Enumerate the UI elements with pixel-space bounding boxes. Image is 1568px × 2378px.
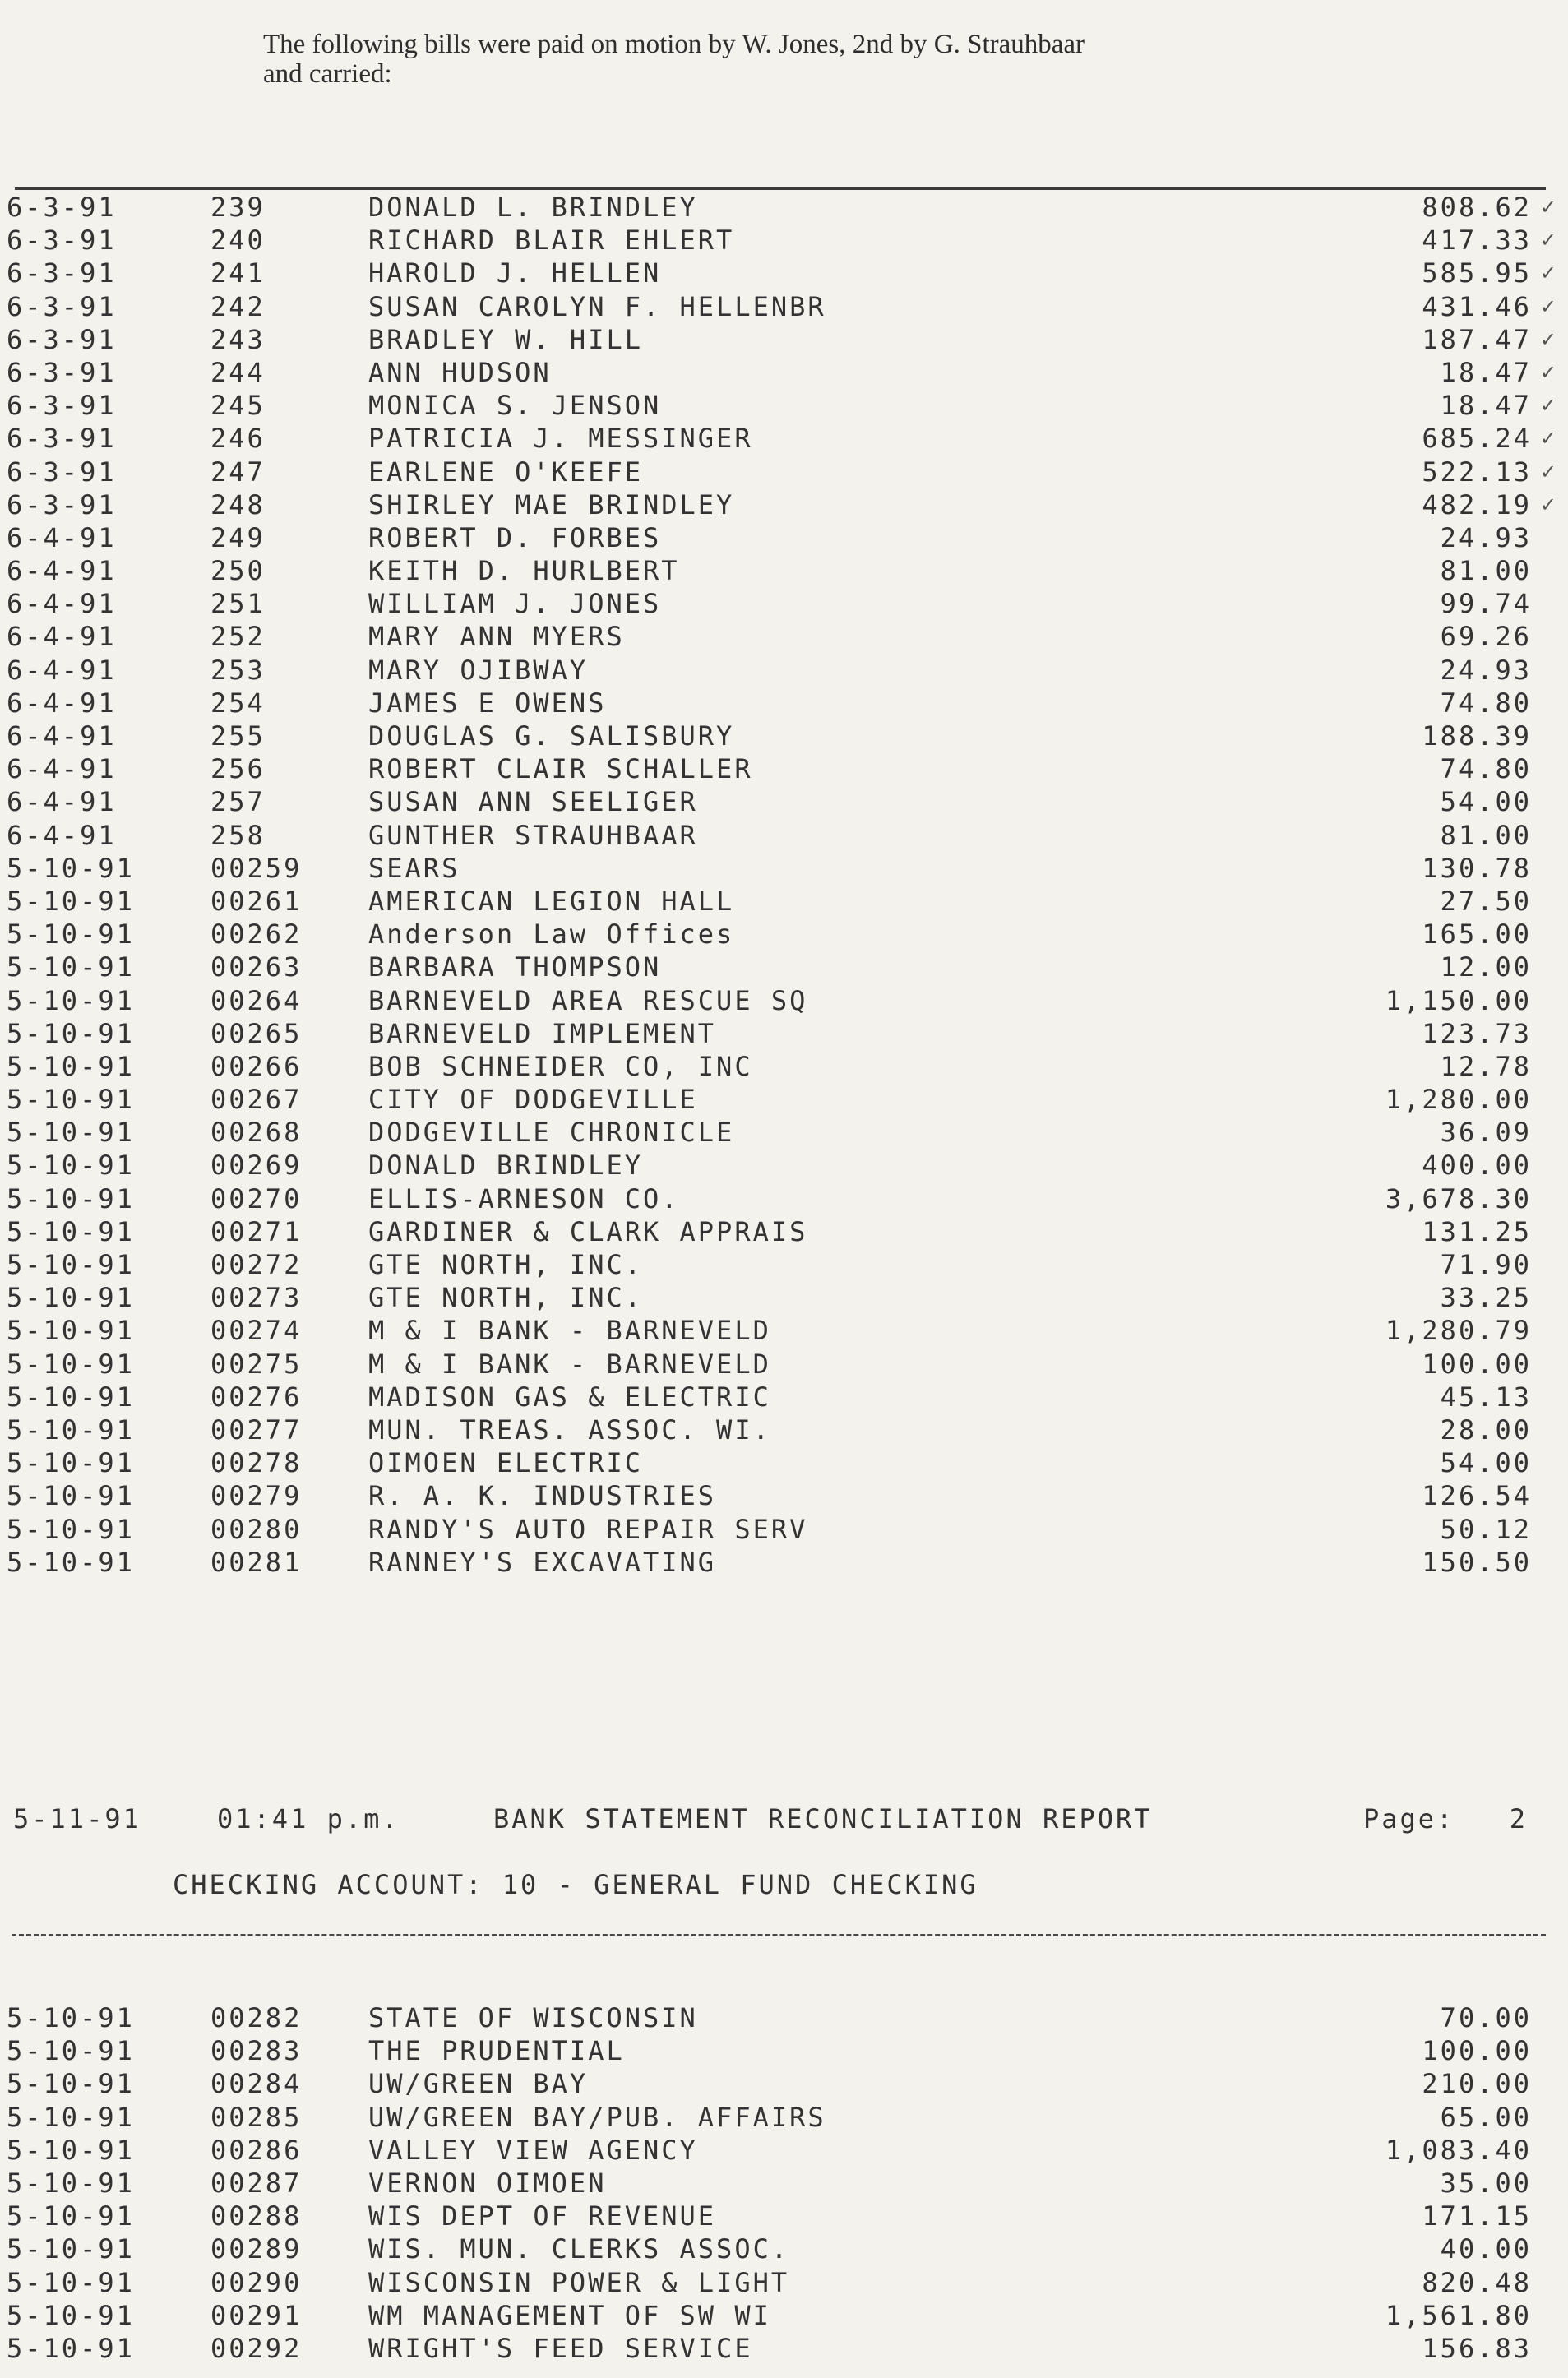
check-number: 258	[210, 819, 266, 851]
payee-name: WM MANAGEMENT OF SW WI	[368, 2299, 771, 2331]
bill-amount: 35.00	[1440, 2167, 1532, 2199]
payee-name: BRADLEY W. HILL	[368, 323, 643, 355]
bill-amount: 123.73	[1422, 1017, 1532, 1049]
payee-name: GUNTHER STRAUHBAAR	[368, 819, 698, 851]
bill-row	[0, 885, 1568, 918]
bill-date: 5-10-91	[7, 2233, 135, 2265]
checkmark-icon: ✓	[1539, 460, 1556, 483]
payee-name: R. A. K. INDUSTRIES	[368, 1480, 717, 1512]
bill-row	[0, 2266, 1568, 2299]
bill-row	[0, 587, 1568, 620]
bill-date: 5-10-91	[7, 2299, 135, 2331]
payee-name: M & I BANK - BARNEVELD	[368, 1348, 771, 1380]
bill-row	[0, 1281, 1568, 1314]
payee-name: DODGEVILLE CHRONICLE	[368, 1117, 735, 1149]
bill-row	[0, 389, 1568, 422]
check-number: 247	[210, 456, 266, 488]
bill-row	[0, 1215, 1568, 1248]
payee-name: BOB SCHNEIDER CO, INC	[368, 1050, 753, 1082]
checkmark-icon: ✓	[1539, 196, 1556, 219]
bill-date: 6-4-91	[7, 786, 117, 818]
bill-amount: 210.00	[1422, 2068, 1532, 2100]
bill-date: 5-10-91	[7, 1249, 135, 1280]
payee-name: MUN. TREAS. ASSOC. WI.	[368, 1413, 771, 1446]
bill-amount: 54.00	[1440, 786, 1532, 818]
check-number: 00288	[210, 2200, 303, 2232]
bill-date: 5-10-91	[7, 918, 135, 951]
check-number: 00268	[210, 1117, 303, 1149]
bill-amount: 400.00	[1422, 1150, 1532, 1182]
bill-date: 5-10-91	[7, 1447, 135, 1479]
bill-row	[0, 1050, 1568, 1083]
bill-amount: 165.00	[1422, 918, 1532, 951]
payee-name: DONALD L. BRINDLEY	[368, 192, 698, 223]
check-number: 00275	[210, 1348, 303, 1380]
payee-name: SUSAN ANN SEELIGER	[368, 786, 698, 818]
bill-date: 5-10-91	[7, 1480, 135, 1512]
bill-row	[0, 1446, 1568, 1479]
payee-name: PATRICIA J. MESSINGER	[368, 423, 753, 455]
bill-amount: 24.93	[1440, 521, 1532, 553]
payee-name: WISCONSIN POWER & LIGHT	[368, 2266, 790, 2298]
intro-line-2: and carried:	[263, 59, 392, 89]
bill-row	[0, 2001, 1568, 2034]
payee-name: RICHARD BLAIR EHLERT	[368, 224, 735, 257]
bill-row	[0, 1083, 1568, 1116]
bill-amount: 156.83	[1422, 2332, 1532, 2364]
bill-row	[0, 1348, 1568, 1381]
check-number: 00276	[210, 1381, 303, 1413]
check-number: 00271	[210, 1215, 303, 1247]
check-number: 00291	[210, 2299, 303, 2331]
bill-date: 6-4-91	[7, 819, 117, 851]
check-number: 00285	[210, 2101, 303, 2133]
checkmark-icon: ✓	[1539, 229, 1556, 252]
check-number: 00283	[210, 2035, 303, 2067]
bill-date: 5-10-91	[7, 2035, 135, 2067]
report-date: 5-11-91	[13, 1803, 141, 1834]
bill-amount: 54.00	[1440, 1447, 1532, 1479]
bill-row	[0, 554, 1568, 587]
bill-row	[0, 356, 1568, 389]
bill-date: 5-10-91	[7, 2068, 135, 2100]
payee-name: DONALD BRINDLEY	[368, 1150, 643, 1182]
check-number: 251	[210, 588, 266, 620]
checkmark-icon: ✓	[1539, 493, 1556, 516]
bill-date: 5-10-91	[7, 1315, 135, 1347]
bill-amount: 171.15	[1422, 2200, 1532, 2232]
check-number: 00282	[210, 2002, 303, 2033]
bill-row	[0, 1149, 1568, 1182]
check-number: 256	[210, 753, 266, 785]
bill-amount: 130.78	[1422, 852, 1532, 884]
bill-row	[0, 819, 1568, 852]
payee-name: HAROLD J. HELLEN	[368, 257, 662, 289]
bill-amount: 1,280.00	[1385, 1084, 1532, 1116]
intro-paragraph	[263, 30, 1513, 89]
payee-name: SHIRLEY MAE BRINDLEY	[368, 488, 735, 520]
bill-row	[0, 2034, 1568, 2067]
bill-row	[0, 257, 1568, 289]
check-number: 00261	[210, 885, 303, 917]
check-number: 00267	[210, 1084, 303, 1116]
check-number: 00269	[210, 1150, 303, 1182]
bill-amount: 45.13	[1440, 1381, 1532, 1413]
check-number: 00277	[210, 1413, 303, 1446]
bill-date: 5-10-91	[7, 2200, 135, 2232]
check-number: 245	[210, 390, 266, 422]
check-number: 252	[210, 621, 266, 653]
bill-date: 5-10-91	[7, 1084, 135, 1116]
bill-amount: 74.80	[1440, 753, 1532, 785]
bill-amount: 522.13	[1422, 456, 1532, 488]
bill-amount: 50.12	[1440, 1513, 1532, 1545]
bill-row	[0, 687, 1568, 719]
bill-amount: 18.47	[1440, 390, 1532, 422]
payee-name: AMERICAN LEGION HALL	[368, 885, 735, 917]
bill-row	[0, 852, 1568, 885]
check-number: 00265	[210, 1017, 303, 1049]
bill-amount: 18.47	[1440, 356, 1532, 388]
bill-row	[0, 785, 1568, 818]
bill-amount: 1,280.79	[1385, 1315, 1532, 1347]
bill-date: 6-3-91	[7, 456, 117, 488]
payee-name: EARLENE O'KEEFE	[368, 456, 643, 488]
report-time: 01:41 p.m.	[217, 1803, 400, 1834]
bill-amount: 12.00	[1440, 951, 1532, 983]
bill-row	[0, 2167, 1568, 2200]
bill-amount: 131.25	[1422, 1215, 1532, 1247]
payee-name: GARDINER & CLARK APPRAIS	[368, 1215, 808, 1247]
bill-date: 5-10-91	[7, 885, 135, 917]
payee-name: WIS. MUN. CLERKS ASSOC.	[368, 2233, 790, 2265]
bill-date: 5-10-91	[7, 2266, 135, 2298]
bill-row	[0, 620, 1568, 653]
payee-name: BARNEVELD IMPLEMENT	[368, 1017, 717, 1049]
bill-amount: 36.09	[1440, 1117, 1532, 1149]
check-number: 00292	[210, 2332, 303, 2364]
bill-amount: 81.00	[1440, 819, 1532, 851]
bill-row	[0, 191, 1568, 224]
bill-date: 6-4-91	[7, 555, 117, 587]
check-number: 253	[210, 654, 266, 686]
payee-name: ROBERT CLAIR SCHALLER	[368, 753, 753, 785]
bill-amount: 74.80	[1440, 687, 1532, 719]
check-number: 249	[210, 521, 266, 553]
payee-name: OIMOEN ELECTRIC	[368, 1447, 643, 1479]
check-number: 254	[210, 687, 266, 719]
bill-amount: 100.00	[1422, 1348, 1532, 1380]
check-number: 244	[210, 356, 266, 388]
payee-name: BARNEVELD AREA RESCUE SQ	[368, 984, 808, 1016]
bill-amount: 70.00	[1440, 2002, 1532, 2033]
bill-row	[0, 1413, 1568, 1446]
bill-date: 5-10-91	[7, 1348, 135, 1380]
bill-row	[0, 2232, 1568, 2265]
payee-name: WRIGHT'S FEED SERVICE	[368, 2332, 753, 2364]
bill-list-part-2	[0, 2001, 1568, 2365]
bill-date: 6-4-91	[7, 521, 117, 553]
bill-amount: 808.62	[1422, 192, 1532, 223]
bill-row	[0, 1314, 1568, 1347]
bill-date: 6-3-91	[7, 192, 117, 223]
payee-name: Anderson Law Offices	[368, 918, 735, 951]
checkmark-icon: ✓	[1539, 261, 1556, 285]
bill-date: 6-3-91	[7, 323, 117, 355]
page-number: 2	[1509, 1803, 1528, 1834]
payee-name: MONICA S. JENSON	[368, 390, 662, 422]
check-number: 250	[210, 555, 266, 587]
payee-name: ROBERT D. FORBES	[368, 521, 662, 553]
bill-amount: 100.00	[1422, 2035, 1532, 2067]
bill-row	[0, 719, 1568, 752]
payee-name: ELLIS-ARNESON CO.	[368, 1182, 680, 1214]
checkmark-icon: ✓	[1539, 327, 1556, 351]
bill-date: 5-10-91	[7, 1381, 135, 1413]
bill-date: 5-10-91	[7, 1117, 135, 1149]
bill-date: 5-10-91	[7, 1182, 135, 1214]
bill-amount: 12.78	[1440, 1050, 1532, 1082]
check-number: 242	[210, 290, 266, 322]
bill-date: 5-10-91	[7, 951, 135, 983]
check-number: 00286	[210, 2134, 303, 2166]
checkmark-icon: ✓	[1539, 294, 1556, 318]
bill-date: 6-3-91	[7, 290, 117, 322]
bill-row	[0, 422, 1568, 455]
bill-amount: 188.39	[1422, 720, 1532, 752]
bill-amount: 3,678.30	[1385, 1182, 1532, 1214]
bill-amount: 99.74	[1440, 588, 1532, 620]
bill-date: 5-10-91	[7, 1050, 135, 1082]
check-number: 239	[210, 192, 266, 223]
payee-name: UW/GREEN BAY	[368, 2068, 589, 2100]
bill-row	[0, 2299, 1568, 2332]
check-number: 255	[210, 720, 266, 752]
check-number: 00264	[210, 984, 303, 1016]
bill-amount: 81.00	[1440, 555, 1532, 587]
check-number: 241	[210, 257, 266, 289]
dashed-separator	[12, 1934, 1546, 1936]
payee-name: UW/GREEN BAY/PUB. AFFAIRS	[368, 2101, 826, 2133]
payee-name: MARY ANN MYERS	[368, 621, 625, 653]
bill-date: 5-10-91	[7, 1546, 135, 1578]
bill-date: 6-3-91	[7, 257, 117, 289]
payee-name: MADISON GAS & ELECTRIC	[368, 1381, 771, 1413]
bill-row	[0, 290, 1568, 323]
bill-amount: 126.54	[1422, 1480, 1532, 1512]
bill-date: 6-4-91	[7, 588, 117, 620]
bill-amount: 585.95	[1422, 257, 1532, 289]
bill-amount: 1,561.80	[1385, 2299, 1532, 2331]
bill-row	[0, 654, 1568, 687]
bill-amount: 482.19	[1422, 488, 1532, 520]
bill-row	[0, 2067, 1568, 2100]
bill-amount: 33.25	[1440, 1282, 1532, 1314]
report-title: BANK STATEMENT RECONCILIATION REPORT	[493, 1803, 1153, 1834]
check-number: 00270	[210, 1182, 303, 1214]
bill-date: 5-10-91	[7, 1413, 135, 1446]
bill-row	[0, 2200, 1568, 2232]
payee-name: GTE NORTH, INC.	[368, 1282, 643, 1314]
bill-date: 6-3-91	[7, 390, 117, 422]
bill-row	[0, 224, 1568, 257]
payee-name: SEARS	[368, 852, 460, 884]
check-number: 00259	[210, 852, 303, 884]
payee-name: RANDY'S AUTO REPAIR SERV	[368, 1513, 808, 1545]
bill-amount: 150.50	[1422, 1546, 1532, 1578]
intro-line-1: The following bills were paid on motion by W. Jones, 2nd by G. Strauhbaar	[263, 30, 1085, 59]
bill-date: 5-10-91	[7, 984, 135, 1016]
bill-date: 5-10-91	[7, 1215, 135, 1247]
bill-row	[0, 1017, 1568, 1050]
bill-amount: 1,150.00	[1385, 984, 1532, 1016]
payee-name: STATE OF WISCONSIN	[368, 2002, 698, 2033]
payee-name: BARBARA THOMPSON	[368, 951, 662, 983]
check-number: 243	[210, 323, 266, 355]
bill-row	[0, 2332, 1568, 2365]
check-number: 00287	[210, 2167, 303, 2199]
checkmark-icon: ✓	[1539, 427, 1556, 451]
payee-name: JAMES E OWENS	[368, 687, 607, 719]
check-number: 00274	[210, 1315, 303, 1347]
bill-amount: 71.90	[1440, 1249, 1532, 1280]
check-number: 00272	[210, 1249, 303, 1280]
check-number: 248	[210, 488, 266, 520]
payee-name: WIS DEPT OF REVENUE	[368, 2200, 717, 2232]
checkmark-icon: ✓	[1539, 360, 1556, 384]
bill-date: 6-4-91	[7, 687, 117, 719]
bill-amount: 417.33	[1422, 224, 1532, 257]
bill-row	[0, 1546, 1568, 1579]
bill-amount: 28.00	[1440, 1413, 1532, 1446]
payee-name: CITY OF DODGEVILLE	[368, 1084, 698, 1116]
bill-amount: 40.00	[1440, 2233, 1532, 2265]
bill-list-part-1	[0, 191, 1568, 1579]
bill-amount: 187.47	[1422, 323, 1532, 355]
check-number: 240	[210, 224, 266, 257]
bill-date: 6-3-91	[7, 423, 117, 455]
bill-date: 5-10-91	[7, 2002, 135, 2033]
bill-row	[0, 521, 1568, 554]
bill-date: 5-10-91	[7, 1513, 135, 1545]
payee-name: M & I BANK - BARNEVELD	[368, 1315, 771, 1347]
payee-name: THE PRUDENTIAL	[368, 2035, 625, 2067]
bill-amount: 69.26	[1440, 621, 1532, 653]
bill-row	[0, 2101, 1568, 2134]
check-number: 00289	[210, 2233, 303, 2265]
bill-date: 5-10-91	[7, 852, 135, 884]
bill-date: 6-4-91	[7, 621, 117, 653]
bill-date: 5-10-91	[7, 2134, 135, 2166]
bill-amount: 685.24	[1422, 423, 1532, 455]
bill-row	[0, 951, 1568, 983]
check-number: 00280	[210, 1513, 303, 1545]
payee-name: WILLIAM J. JONES	[368, 588, 662, 620]
bill-date: 6-4-91	[7, 720, 117, 752]
bill-date: 5-10-91	[7, 1017, 135, 1049]
checkmark-icon: ✓	[1539, 394, 1556, 418]
payee-name: GTE NORTH, INC.	[368, 1249, 643, 1280]
bill-row	[0, 456, 1568, 488]
check-number: 246	[210, 423, 266, 455]
bill-row	[0, 1116, 1568, 1149]
table-top-rule	[15, 187, 1546, 190]
bill-row	[0, 918, 1568, 951]
check-number: 00266	[210, 1050, 303, 1082]
payee-name: RANNEY'S EXCAVATING	[368, 1546, 717, 1578]
bill-row	[0, 752, 1568, 785]
check-number: 257	[210, 786, 266, 818]
bill-row	[0, 323, 1568, 356]
bill-row	[0, 2134, 1568, 2167]
check-number: 00290	[210, 2266, 303, 2298]
check-number: 00284	[210, 2068, 303, 2100]
bill-row	[0, 984, 1568, 1017]
payee-name: ANN HUDSON	[368, 356, 552, 388]
payee-name: KEITH D. HURLBERT	[368, 555, 680, 587]
bill-amount: 27.50	[1440, 885, 1532, 917]
bill-row	[0, 1479, 1568, 1512]
bill-amount: 65.00	[1440, 2101, 1532, 2133]
check-number: 00281	[210, 1546, 303, 1578]
bill-amount: 24.93	[1440, 654, 1532, 686]
bill-date: 5-10-91	[7, 2101, 135, 2133]
bill-row	[0, 1182, 1568, 1215]
check-number: 00278	[210, 1447, 303, 1479]
bill-date: 6-4-91	[7, 654, 117, 686]
bill-date: 6-3-91	[7, 224, 117, 257]
check-number: 00262	[210, 918, 303, 951]
bill-row	[0, 488, 1568, 521]
page-label: Page:	[1363, 1803, 1455, 1834]
bill-amount: 431.46	[1422, 290, 1532, 322]
bill-amount: 820.48	[1422, 2266, 1532, 2298]
bill-date: 6-4-91	[7, 753, 117, 785]
bill-date: 6-3-91	[7, 488, 117, 520]
bill-date: 6-3-91	[7, 356, 117, 388]
payee-name: DOUGLAS G. SALISBURY	[368, 720, 735, 752]
bill-row	[0, 1513, 1568, 1546]
bill-date: 5-10-91	[7, 1150, 135, 1182]
bill-row	[0, 1381, 1568, 1413]
payee-name: SUSAN CAROLYN F. HELLENBR	[368, 290, 826, 322]
bill-date: 5-10-91	[7, 1282, 135, 1314]
payee-name: VALLEY VIEW AGENCY	[368, 2134, 698, 2166]
payee-name: VERNON OIMOEN	[368, 2167, 607, 2199]
bill-amount: 1,083.40	[1385, 2134, 1532, 2166]
bill-date: 5-10-91	[7, 2332, 135, 2364]
bill-date: 5-10-91	[7, 2167, 135, 2199]
check-number: 00279	[210, 1480, 303, 1512]
payee-name: MARY OJIBWAY	[368, 654, 589, 686]
check-number: 00263	[210, 951, 303, 983]
bill-row	[0, 1248, 1568, 1281]
account-line: CHECKING ACCOUNT: 10 - GENERAL FUND CHECKING	[173, 1869, 978, 1900]
check-number: 00273	[210, 1282, 303, 1314]
